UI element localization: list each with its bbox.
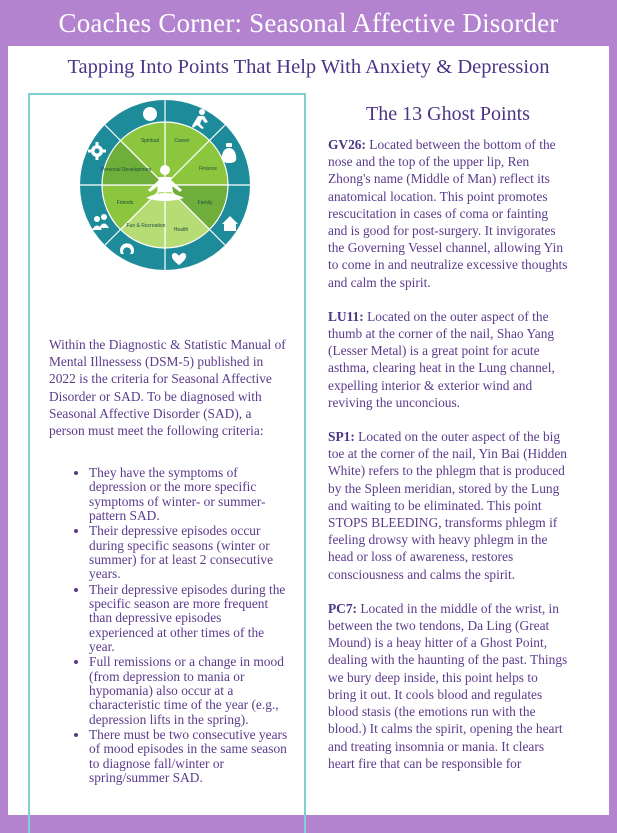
- point-code: GV26:: [328, 137, 366, 152]
- life-balance-wheel: [80, 100, 250, 270]
- point-code: PC7:: [328, 600, 358, 616]
- point-text: Located between the bottom of the nose and the top of the upper lip, Ren Zhong's name (Middle of Man) reflect its anatomical location. This point promotes rescucitation in cases of coma or fainting and is good for post-surgery. It invigorates the Governing Vessel channel, allowing Yin to come in and neutralize excessive thoughts and calm the spirit.: [328, 137, 568, 290]
- segment-label-fun: Fun & Recreation: [126, 223, 166, 229]
- sad-criteria-panel: [28, 93, 306, 833]
- segment-label-health: Health: [173, 227, 189, 233]
- point-text: Located on the outer aspect of the thumb at the corner of the nail, Shao Yang (Lesser Metal) is a great point for acute asthma, clearing heat in the Lung channel, expelling interior & exterior wind and reviving the unconcious.: [328, 308, 555, 410]
- criteria-item: • There must be two consecutive years of mood episodes in the same season to diagnose fall/winter or spring/summer SAD.: [89, 728, 289, 785]
- segment-label-finance: Finance: [199, 166, 217, 172]
- ghost-points-column: [328, 93, 568, 789]
- subtitle: Tapping Into Points That Help With Anxiety & Depression: [67, 56, 550, 78]
- segment-label-career: Career: [174, 138, 190, 144]
- criteria-list: [49, 466, 289, 786]
- criteria-item: • They have the symptoms of depression or the more specific symptoms of winter- or summer-pattern SAD.: [89, 466, 289, 523]
- criteria-item: • Their depressive episodes during the specific season are more frequent than depressive episodes experienced at other times of the year.: [89, 583, 289, 654]
- segment-label-personal-development: Personal Development: [100, 167, 152, 173]
- criteria-item: • Full remissions or a change in mood (from depression to mania or hypomania) also occur at a characteristic time of the year (e.g., depression lifts in the spring).: [89, 655, 289, 726]
- point-text: Located on the outer aspect of the big toe at the corner of the nail, Yin Bai (Hidden White) refers to the phlegm that is produced by the Spleen meridian, stored by the Lung and waiting to be eliminated. This point STOPS BLEEDING, transforms phlegm if feeling drowsy with heavy phlegm in the head or loss of awareness, restores consciousness and calms the spirit.: [328, 429, 567, 582]
- page-title: Coaches Corner: Seasonal Affective Disorder: [58, 7, 559, 38]
- point-code: SP1:: [328, 429, 355, 445]
- intro-text: Within the Diagnostic & Statistic Manual of Mental Illnessess (DSM-5) published in 2022 is the criteria for Seasonal Affective Disorder or SAD. To be diagnosed with Seasonal Affective Disorder (SAD), a person must meet the following criteria:: [49, 337, 286, 439]
- ghost-point-pc7: [328, 600, 568, 772]
- point-text: Located in the middle of the wrist, in between the two tendons, Da Ling (Great Mound) is a heay hitter of a Ghost Point, dealing with the haunting of the past. Things we bury deep inside, this point helps to bring it out. It cools blood and regulates blood stasis (the emotions run with the blood.) It calms the spirit, opening the heart and treating insomnia or mania. It clears heart fire that can be responsible for: [328, 600, 568, 771]
- ghost-points-heading: The 13 Ghost Points: [366, 103, 530, 125]
- point-code: LU11:: [328, 308, 364, 324]
- ghost-point-gv26: [328, 136, 568, 291]
- segment-label-family: Family: [197, 200, 213, 206]
- segment-label-spiritual: Spiritual: [140, 138, 160, 144]
- ghost-point-lu11: [328, 308, 568, 411]
- page-content: [8, 46, 609, 815]
- criteria-item: • Their depressive episodes occur during specific seasons (winter or summer) for at least 2 consecutive years.: [89, 524, 289, 581]
- prayer-icon: [143, 107, 157, 121]
- header-banner: [0, 0, 617, 46]
- ghost-point-sp1: [328, 428, 568, 583]
- segment-label-friends: Friends: [116, 200, 134, 206]
